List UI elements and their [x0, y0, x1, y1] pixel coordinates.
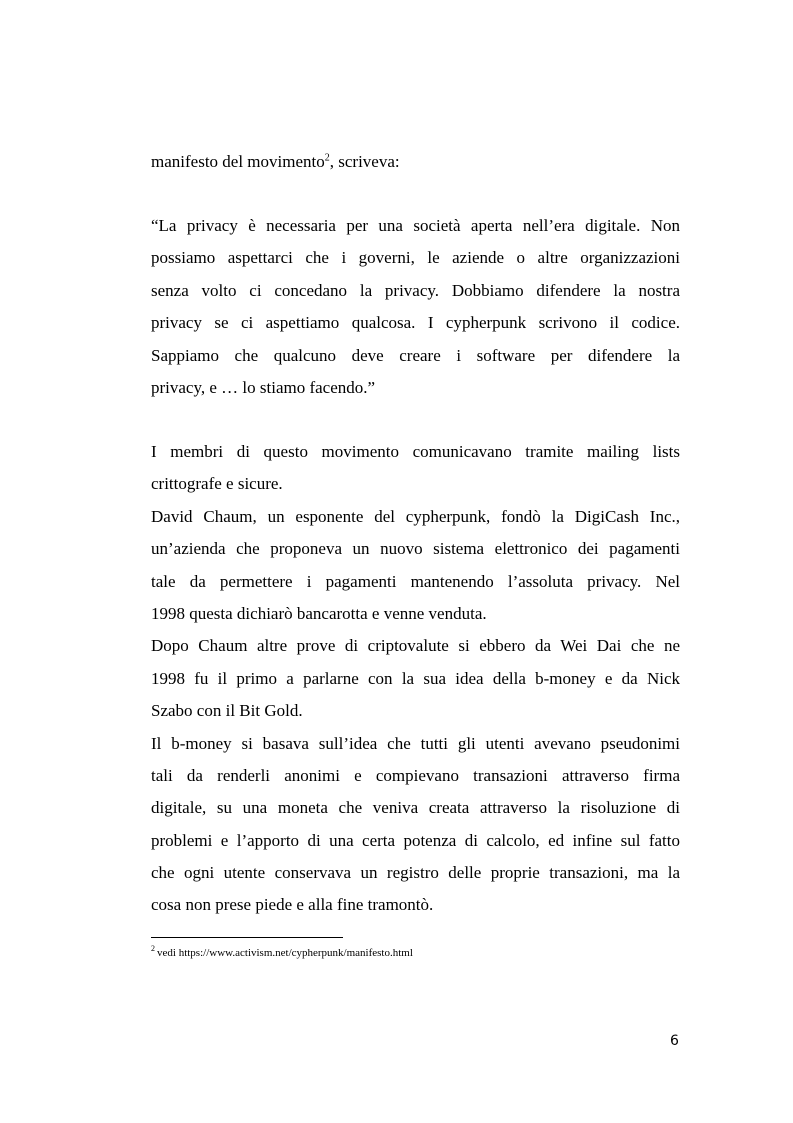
quote-line: “La privacy è necessaria per una società aperta nell’era digitale. Non: [151, 216, 680, 235]
body-line: 1998 fu il primo a parlarne con la sua idea della b-money e da Nick: [151, 668, 680, 688]
intro-suffix: , scriveva:: [329, 152, 400, 171]
body-line: I membri di questo movimento comunicavano tramite mailing lists: [151, 442, 680, 461]
quote-line: privacy se ci aspettiamo qualcosa. I cypherpunk scrivono il codice.: [151, 313, 680, 333]
intro-paragraph: [151, 146, 680, 178]
body-line: 1998 questa dichiarò bancarotta e venne venduta.: [151, 603, 487, 623]
body-line: problemi e l’apporto di una certa potenza di calcolo, ed infine sul fatto: [151, 830, 680, 850]
intro-line: [151, 146, 680, 178]
intro-text: manifesto del movimento: [151, 152, 325, 171]
footnote-divider: [151, 937, 343, 938]
quote-line: Sappiamo che qualcuno deve creare i software per difendere la: [151, 345, 680, 365]
body-line: un’azienda che proponeva un nuovo sistema elettronico dei pagamenti: [151, 539, 680, 559]
body-line: che ogni utente conservava un registro delle proprie transazioni, ma la: [151, 863, 680, 883]
quote-paragraph: [151, 210, 680, 404]
body-line: Dopo Chaum altre prove di criptovalute si ebbero da Wei Dai che ne: [151, 636, 680, 656]
page-number: 6: [670, 1033, 679, 1049]
footnote-marker[interactable]: 2: [324, 152, 330, 164]
footnote: [151, 946, 413, 960]
footnote-number: 2: [151, 944, 155, 954]
quote-line: privacy, e … lo stiamo facendo.”: [151, 377, 376, 397]
body-line: Il b-money si basava sull’idea che tutti gli utenti avevano pseudonimi: [151, 733, 680, 753]
footnote-text[interactable]: vedi https://www.activism.net/cypherpunk/manifesto.html: [157, 947, 413, 959]
body-line: tale da permettere i pagamenti mantenendo l’assoluta privacy. Nel: [151, 571, 680, 591]
body-line: crittografe e sicure.: [151, 474, 283, 494]
body-line: digitale, su una moneta che veniva creata attraverso la risoluzione di: [151, 798, 680, 818]
body-line: cosa non prese piede e alla fine tramontò.: [151, 895, 434, 915]
body-line: Szabo con il Bit Gold.: [151, 701, 303, 721]
body-line: tali da renderli anonimi e compievano transazioni attraverso firma: [151, 765, 680, 785]
body-text: [151, 436, 680, 922]
quote-line: senza volto ci concedano la privacy. Dobbiamo difendere la nostra: [151, 280, 680, 300]
quote-line: possiamo aspettarci che i governi, le aziende o altre organizzazioni: [151, 248, 680, 268]
body-line: David Chaum, un esponente del cypherpunk, fondò la DigiCash Inc.,: [151, 506, 680, 526]
